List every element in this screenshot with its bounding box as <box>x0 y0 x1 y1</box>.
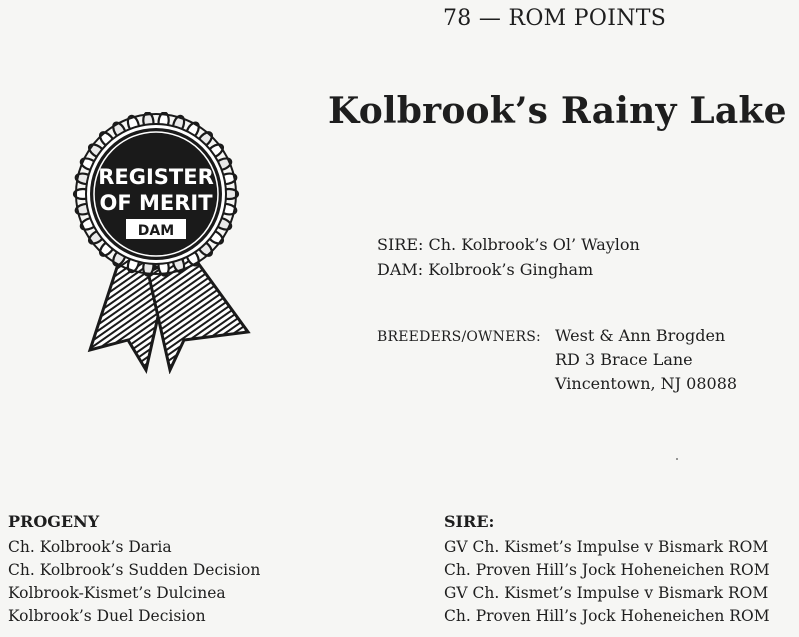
list-item: GV Ch. Kismet’s Impulse v Bismark ROM <box>444 538 769 556</box>
list-item: Ch. Kolbrook’s Daria <box>8 538 172 556</box>
breeders-name: West & Ann Brogden <box>555 326 726 345</box>
list-item: Kolbrook’s Duel Decision <box>8 607 206 625</box>
list-item: Ch. Proven Hill’s Jock Hoheneichen ROM <box>444 607 770 625</box>
page-header-rom-points: 78 — ROM POINTS <box>443 6 667 31</box>
breeders-city: Vincentown, NJ 08088 <box>555 374 738 393</box>
list-item: GV Ch. Kismet’s Impulse v Bismark ROM <box>444 584 769 602</box>
pedigree-block <box>377 232 640 282</box>
sire-line <box>377 232 640 257</box>
dam-label: DAM: <box>377 260 424 279</box>
progeny-heading: PROGENY <box>8 512 100 531</box>
badge-line-of-merit: OF MERIT <box>99 191 213 215</box>
breeders-street: RD 3 Brace Lane <box>555 350 693 369</box>
print-speck <box>676 458 678 460</box>
dam-value: Kolbrook’s Gingham <box>428 260 594 279</box>
ribbon-rosette-icon <box>60 112 252 374</box>
progeny-list <box>8 510 260 628</box>
list-item: Kolbrook-Kismet’s Dulcinea <box>8 584 226 602</box>
breeders-label: BREEDERS/OWNERS: <box>377 329 541 345</box>
list-item: Ch. Kolbrook’s Sudden Decision <box>8 561 261 579</box>
sire-heading: SIRE: <box>444 512 495 531</box>
dog-name-title: Kolbrook’s Rainy Lake <box>328 90 787 132</box>
dam-line <box>377 257 640 282</box>
sire-label: SIRE: <box>377 235 424 254</box>
list-item: Ch. Proven Hill’s Jock Hoheneichen ROM <box>444 561 770 579</box>
register-of-merit-badge <box>60 112 252 374</box>
sire-value: Ch. Kolbrook’s Ol’ Waylon <box>428 235 640 254</box>
breeders-owners-block <box>377 324 738 396</box>
badge-line-register: REGISTER <box>98 165 214 189</box>
badge-line-dam: DAM <box>137 223 175 239</box>
sire-list <box>444 510 770 628</box>
